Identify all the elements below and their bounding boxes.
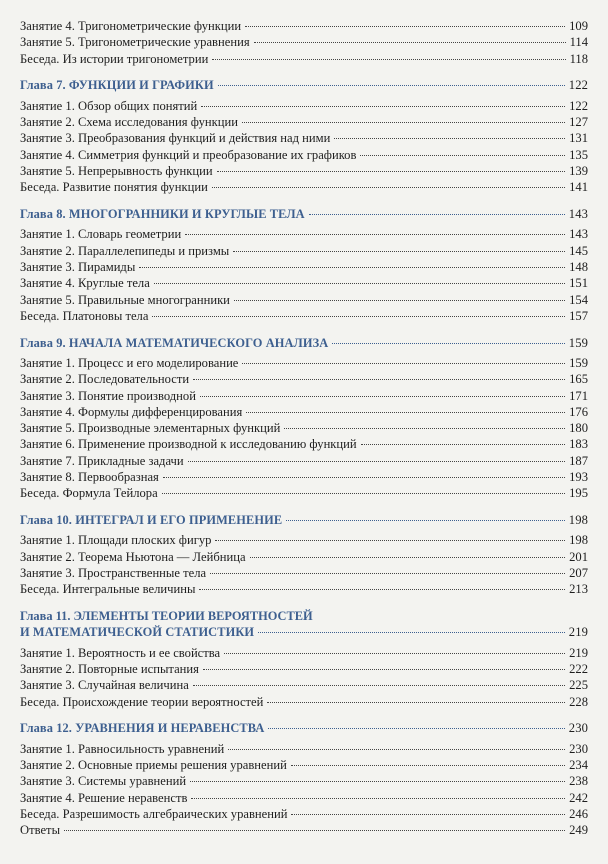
- page-number: 151: [569, 276, 588, 291]
- chapter-title-line1: Глава 11. ЭЛЕМЕНТЫ ТЕОРИИ ВЕРОЯТНОСТЕЙ: [20, 609, 313, 624]
- page-number: 143: [568, 207, 588, 221]
- toc-entry[interactable]: [20, 179, 588, 195]
- entry-title: Занятие 2. Повторные испытания: [20, 662, 199, 676]
- toc-entry[interactable]: [20, 420, 588, 436]
- entry-title: Беседа. Разрешимость алгебраических уравнений: [20, 806, 288, 821]
- leader-dots: [210, 573, 565, 574]
- entry-title: Занятие 1. Вероятность и ее свойства: [20, 645, 221, 660]
- toc-entry[interactable]: [20, 388, 588, 404]
- entry-title: Занятие 3. Пространственные тела: [20, 566, 207, 580]
- toc-entry[interactable]: [20, 226, 588, 242]
- leader-dots: [193, 685, 565, 686]
- leader-dots: [254, 42, 566, 43]
- toc-entry[interactable]: [20, 532, 588, 548]
- page-number: 114: [569, 35, 588, 50]
- page-number: 183: [569, 437, 588, 452]
- page-number: 180: [569, 421, 588, 436]
- leader-dots: [201, 106, 565, 107]
- leader-dots: [154, 283, 565, 284]
- page-number: 122: [569, 98, 588, 113]
- toc-entry[interactable]: [20, 275, 588, 291]
- page-number: 154: [569, 292, 588, 307]
- page-number: 109: [569, 19, 588, 33]
- entry-title: Ответы: [20, 823, 61, 838]
- page-number: 118: [569, 51, 588, 66]
- page-number: 207: [569, 566, 588, 580]
- leader-dots: [291, 814, 565, 815]
- toc-entry[interactable]: [20, 694, 588, 710]
- page-number: 176: [569, 404, 588, 419]
- toc-entry[interactable]: [20, 757, 588, 773]
- entry-title: Занятие 1. Словарь геометрии: [20, 227, 182, 242]
- leader-dots: [242, 363, 565, 364]
- entry-title: Занятие 4. Круглые тела: [20, 276, 150, 291]
- toc-entry[interactable]: [20, 404, 588, 420]
- toc-entry[interactable]: [20, 806, 588, 822]
- toc-entry[interactable]: [20, 371, 588, 387]
- toc-entry[interactable]: [20, 98, 588, 114]
- leader-dots: [309, 214, 565, 215]
- leader-dots: [199, 589, 565, 590]
- page-number: 135: [569, 147, 588, 162]
- toc-entry[interactable]: [20, 661, 588, 677]
- page-number: 131: [569, 131, 588, 146]
- entry-title: Занятие 4. Тригонометрические функции: [20, 19, 242, 33]
- entry-title: Занятие 4. Симметрия функций и преобразование их графиков: [20, 147, 357, 162]
- leader-dots: [212, 59, 565, 60]
- leader-dots: [334, 138, 565, 139]
- entry-title: Занятие 2. Последовательности: [20, 372, 190, 387]
- entry-title: Занятие 3. Преобразования функций и действия над ними: [20, 131, 331, 146]
- chapter-title: Глава 12. УРАВНЕНИЯ И НЕРАВЕНСТВА: [20, 721, 265, 736]
- entry-title: Занятие 3. Понятие производной: [20, 388, 196, 403]
- leader-dots: [188, 461, 566, 462]
- entry-title: Беседа. Платоновы тела: [20, 308, 149, 323]
- page-number: 234: [569, 758, 588, 772]
- page-number: 219: [568, 625, 588, 640]
- toc-entry[interactable]: [20, 114, 588, 130]
- leader-dots: [268, 728, 564, 729]
- chapter-title-line2: И МАТЕМАТИЧЕСКОЙ СТАТИСТИКИ: [20, 625, 255, 640]
- toc-entry[interactable]: [20, 741, 588, 757]
- leader-dots: [267, 702, 565, 703]
- toc-entry[interactable]: [20, 292, 588, 308]
- chapter-heading[interactable]: [20, 77, 588, 93]
- leader-dots: [360, 155, 565, 156]
- page-number: 230: [569, 741, 588, 756]
- leader-dots: [361, 444, 565, 445]
- entry-title: Беседа. Формула Тейлора: [20, 486, 158, 501]
- leader-dots: [191, 798, 565, 799]
- entry-title: Занятие 3. Системы уравнений: [20, 774, 187, 789]
- toc-entry[interactable]: [20, 163, 588, 179]
- page-number: 225: [569, 678, 588, 693]
- leader-dots: [233, 251, 565, 252]
- leader-dots: [193, 379, 565, 380]
- leader-dots: [224, 653, 565, 654]
- chapter-heading[interactable]: [20, 512, 588, 528]
- page-number: 165: [569, 372, 588, 387]
- toc-entry[interactable]: [20, 485, 588, 501]
- page-number: 195: [569, 486, 588, 501]
- toc-entry[interactable]: [20, 18, 588, 34]
- toc-entry[interactable]: [20, 549, 588, 565]
- entry-title: Занятие 6. Применение производной к исследованию функций: [20, 437, 357, 452]
- page-number: 249: [569, 823, 588, 838]
- page-number: 159: [568, 335, 588, 350]
- page-number: 228: [569, 694, 588, 709]
- page-number: 230: [568, 721, 588, 736]
- leader-dots: [203, 669, 565, 670]
- chapter-heading[interactable]: [20, 720, 588, 736]
- toc-entry[interactable]: [20, 130, 588, 146]
- toc-entry[interactable]: [20, 677, 588, 693]
- entry-title: Беседа. Из истории тригонометрии: [20, 51, 209, 66]
- page-number: 198: [568, 513, 588, 528]
- page-number: 139: [569, 163, 588, 178]
- entry-title: Занятие 2. Теорема Ньютона — Лейбница: [20, 549, 246, 564]
- leader-dots: [218, 85, 565, 86]
- toc-entry[interactable]: [20, 565, 588, 581]
- entry-title: Занятие 4. Формулы дифференцирования: [20, 404, 243, 419]
- entry-title: Занятие 1. Равносильность уравнений: [20, 741, 225, 756]
- page-number: 122: [568, 78, 588, 93]
- leader-dots: [162, 493, 565, 494]
- chapter-heading[interactable]: [20, 608, 588, 624]
- leader-dots: [163, 477, 565, 478]
- page-number: 219: [569, 645, 588, 660]
- page-number: 242: [569, 790, 588, 805]
- chapter-heading-line2[interactable]: [20, 624, 588, 640]
- leader-dots: [212, 187, 565, 188]
- entry-title: Занятие 5. Правильные многогранники: [20, 292, 230, 307]
- toc-entry[interactable]: [20, 822, 588, 838]
- page-number: 238: [569, 774, 588, 789]
- toc-entry[interactable]: [20, 147, 588, 163]
- toc-entry[interactable]: [20, 436, 588, 452]
- chapter-title: Глава 10. ИНТЕГРАЛ И ЕГО ПРИМЕНЕНИЕ: [20, 513, 283, 528]
- page-number: 145: [569, 243, 588, 258]
- entry-title: Занятие 5. Тригонометрические уравнения: [20, 35, 250, 50]
- entry-title: Занятие 3. Пирамиды: [20, 259, 136, 274]
- leader-dots: [258, 632, 565, 633]
- entry-title: Занятие 4. Решение неравенств: [20, 790, 188, 805]
- entry-title: Занятие 1. Обзор общих понятий: [20, 98, 198, 113]
- toc-entry[interactable]: [20, 355, 588, 371]
- chapter-title: Глава 7. ФУНКЦИИ И ГРАФИКИ: [20, 78, 214, 93]
- leader-dots: [139, 267, 565, 268]
- page-number: 127: [569, 115, 588, 129]
- page-number: 143: [569, 227, 588, 242]
- page-number: 246: [569, 806, 588, 821]
- chapter-heading[interactable]: [20, 335, 588, 351]
- leader-dots: [64, 830, 565, 831]
- leader-dots: [291, 765, 565, 766]
- toc-entry[interactable]: [20, 645, 588, 661]
- toc-entry[interactable]: [20, 259, 588, 275]
- entry-title: Занятие 7. Прикладные задачи: [20, 453, 184, 468]
- entry-title: Занятие 1. Процесс и его моделирование: [20, 355, 239, 370]
- entry-title: Занятие 3. Случайная величина: [20, 678, 189, 693]
- entry-title: Занятие 2. Схема исследования функции: [20, 115, 238, 129]
- chapter-title: Глава 9. НАЧАЛА МАТЕМАТИЧЕСКОГО АНАЛИЗА: [20, 335, 329, 350]
- leader-dots: [242, 122, 565, 123]
- page-number: 201: [569, 549, 588, 564]
- leader-dots: [228, 749, 565, 750]
- chapter-title: Глава 8. МНОГОГРАННИКИ И КРУГЛЫЕ ТЕЛА: [20, 207, 305, 221]
- leader-dots: [185, 234, 565, 235]
- entry-title: Занятие 5. Непрерывность функции: [20, 163, 213, 178]
- page-number: 187: [569, 453, 588, 468]
- page-number: 222: [569, 662, 588, 676]
- leader-dots: [250, 557, 566, 558]
- leader-dots: [246, 412, 565, 413]
- page-number: 198: [569, 533, 588, 548]
- page-number: 159: [569, 355, 588, 370]
- entry-title: Беседа. Интегральные величины: [20, 582, 196, 597]
- toc-entry[interactable]: [20, 790, 588, 806]
- toc-entry[interactable]: [20, 581, 588, 597]
- entry-title: Занятие 8. Первообразная: [20, 470, 159, 484]
- entry-title: Занятие 1. Площади плоских фигур: [20, 533, 212, 548]
- page-number: 213: [569, 582, 588, 597]
- toc-entry[interactable]: [20, 34, 588, 50]
- page-number: 157: [569, 308, 588, 323]
- leader-dots: [245, 26, 565, 27]
- leader-dots: [234, 300, 565, 301]
- leader-dots: [286, 520, 565, 521]
- toc-entry[interactable]: [20, 51, 588, 67]
- entry-title: Беседа. Происхождение теории вероятностей: [20, 694, 264, 709]
- entry-title: Беседа. Развитие понятия функции: [20, 180, 208, 195]
- leader-dots: [152, 316, 565, 317]
- toc-entry[interactable]: [20, 469, 588, 485]
- page-number: 141: [569, 180, 588, 195]
- toc-entry[interactable]: [20, 308, 588, 324]
- leader-dots: [215, 540, 565, 541]
- leader-dots: [190, 781, 565, 782]
- page-number: 171: [569, 388, 588, 403]
- leader-dots: [217, 171, 566, 172]
- chapter-heading[interactable]: [20, 206, 588, 222]
- entry-title: Занятие 5. Производные элементарных функций: [20, 421, 281, 436]
- toc-entry[interactable]: [20, 453, 588, 469]
- leader-dots: [200, 396, 565, 397]
- page-number: 148: [569, 259, 588, 274]
- page-number: 193: [569, 470, 588, 484]
- leader-dots: [332, 343, 565, 344]
- entry-title: Занятие 2. Основные приемы решения уравнений: [20, 758, 287, 772]
- leader-dots: [284, 428, 565, 429]
- toc-entry[interactable]: [20, 773, 588, 789]
- toc-entry[interactable]: [20, 243, 588, 259]
- entry-title: Занятие 2. Параллелепипеды и призмы: [20, 243, 230, 258]
